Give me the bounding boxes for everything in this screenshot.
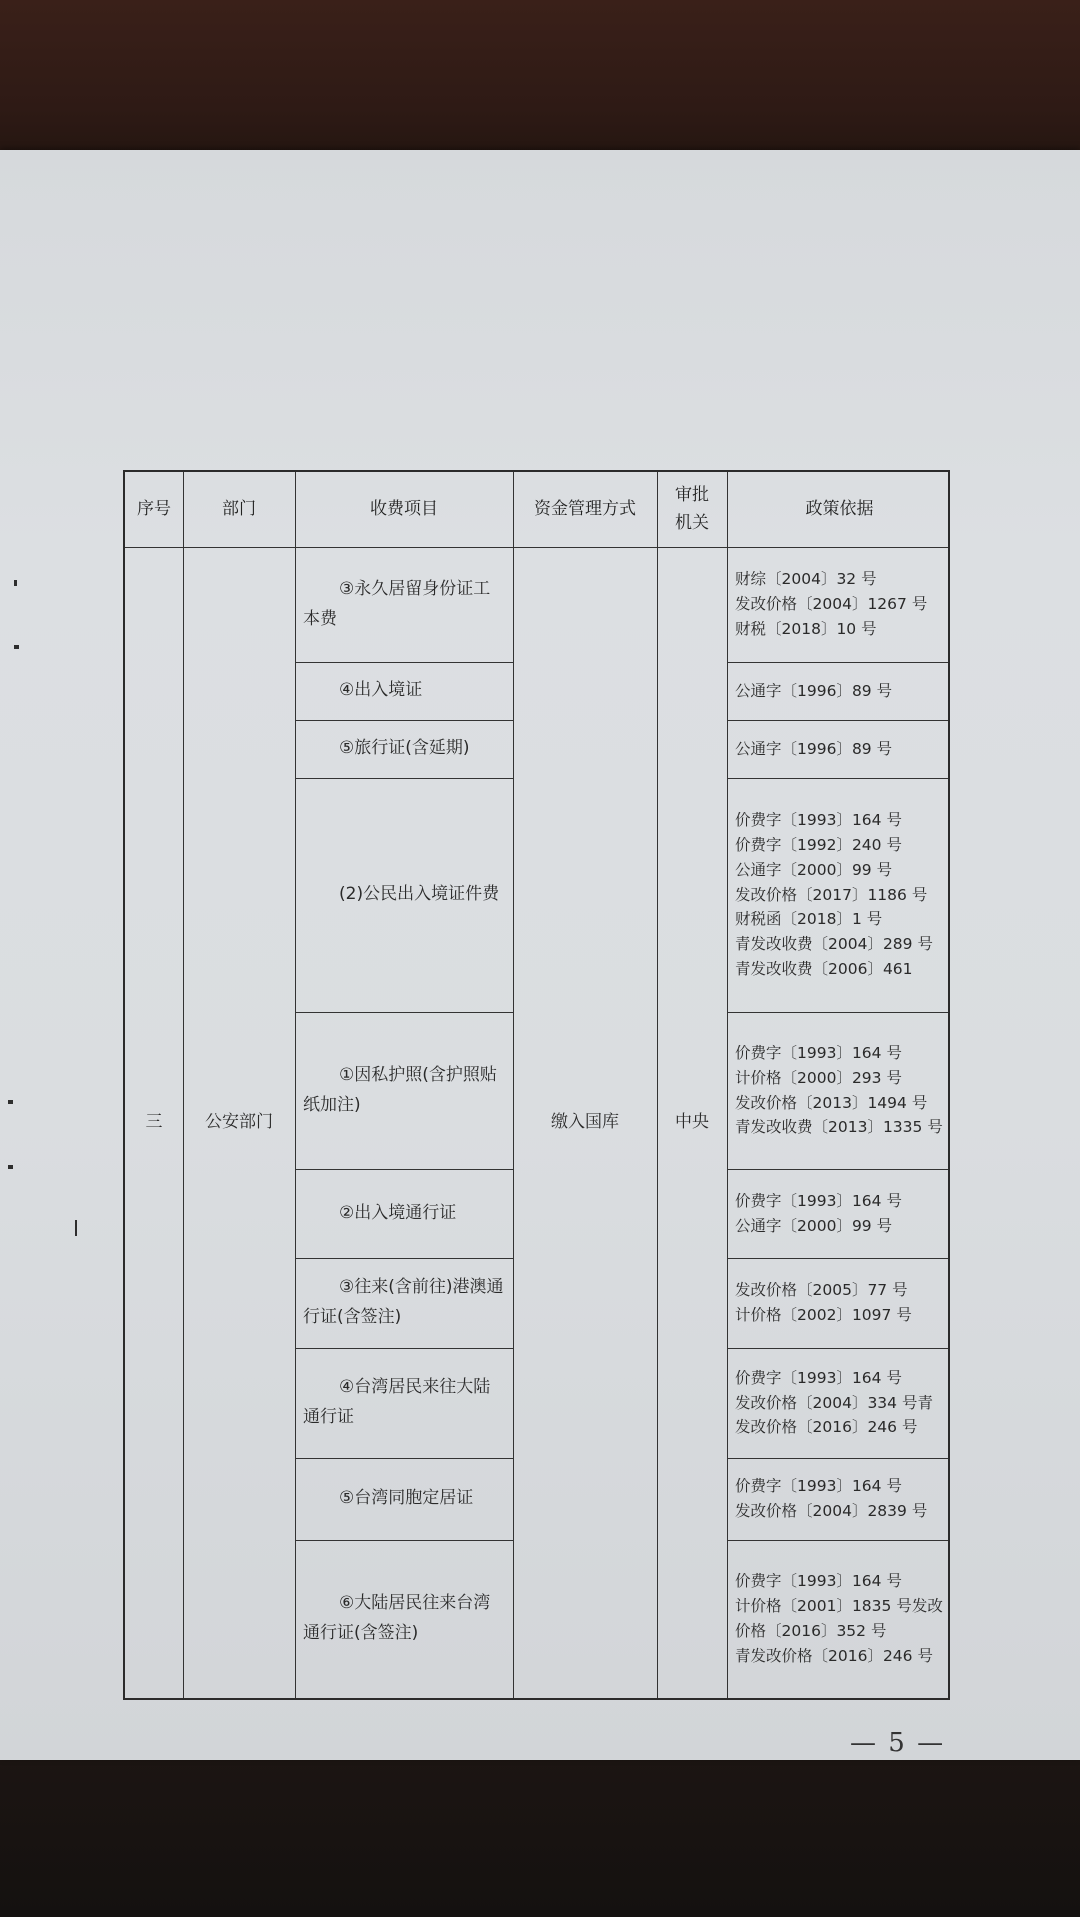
header-policy: 政策依据 [805, 498, 874, 519]
paper-mark [14, 580, 17, 586]
policy-basis: 公通字〔1996〕89 号 [735, 681, 893, 700]
policy-basis: 价费字〔1993〕164 号 价费字〔1992〕240 号 公通字〔2000〕99 号 发改价格〔2017〕1186 号 财税函〔2018〕1 号 青发改收费〔2004〕289 号 青发改收费〔2006〕461 [735, 811, 933, 978]
fee-item: ⑤旅行证(含延期) [339, 738, 470, 759]
fee-item: ①因私护照(含护照贴纸加注) [303, 1064, 497, 1115]
header-seq: 序号 [137, 498, 171, 519]
dept-cell: 公安部门 [205, 1111, 273, 1132]
paper-mark [8, 1100, 13, 1104]
paper-mark [75, 1220, 77, 1236]
policy-basis: 价费字〔1993〕164 号 计价格〔2001〕1835 号发改 价格〔2016〕352 号 青发改价格〔2016〕246 号 [735, 1572, 943, 1665]
fee-item: ③永久居留身份证工本费 [303, 578, 491, 629]
policy-basis: 公通字〔1996〕89 号 [735, 739, 893, 758]
fee-item: ④台湾居民来往大陆通行证 [303, 1377, 491, 1427]
header-fund: 资金管理方式 [534, 498, 636, 519]
fee-item: (2)公民出入境证件费 [339, 884, 500, 905]
fund-cell: 缴入国库 [551, 1111, 619, 1132]
fee-item: ②出入境通行证 [339, 1202, 457, 1223]
background-bottom [0, 1755, 1080, 1917]
approve-cell: 中央 [675, 1111, 709, 1132]
policy-basis: 价费字〔1993〕164 号 计价格〔2000〕293 号 发改价格〔2013〕1494 号 青发改收费〔2013〕1335 号 [735, 1043, 943, 1137]
fee-item: ④出入境证 [339, 680, 423, 701]
policy-basis: 价费字〔1993〕164 号 发改价格〔2004〕334 号青 发改价格〔2016〕246 号 [735, 1368, 933, 1437]
fee-table [123, 470, 950, 1700]
policy-basis: 价费字〔1993〕164 号 发改价格〔2004〕2839 号 [735, 1477, 928, 1520]
page-number: — 5 — [850, 1728, 946, 1758]
header-item: 收费项目 [370, 498, 438, 519]
paper-sheet [0, 150, 1080, 1760]
fee-item: ③往来(含前往)港澳通行证(含签注) [303, 1277, 504, 1327]
background-top [0, 0, 1080, 155]
seq-cell: 三 [145, 1111, 163, 1132]
fee-item: ⑥大陆居民往来台湾通行证(含签注) [303, 1593, 491, 1643]
header-approve: 审批机关 [675, 485, 709, 533]
policy-basis: 发改价格〔2005〕77 号 计价格〔2002〕1097 号 [735, 1281, 912, 1324]
paper-mark [8, 1165, 13, 1169]
fee-item: ⑤台湾同胞定居证 [339, 1488, 474, 1509]
header-dept: 部门 [222, 498, 256, 519]
policy-basis: 财综〔2004〕32 号 发改价格〔2004〕1267 号 财税〔2018〕10 号 [735, 570, 928, 638]
paper-mark [14, 645, 19, 649]
policy-basis: 价费字〔1993〕164 号 公通字〔2000〕99 号 [735, 1191, 902, 1235]
